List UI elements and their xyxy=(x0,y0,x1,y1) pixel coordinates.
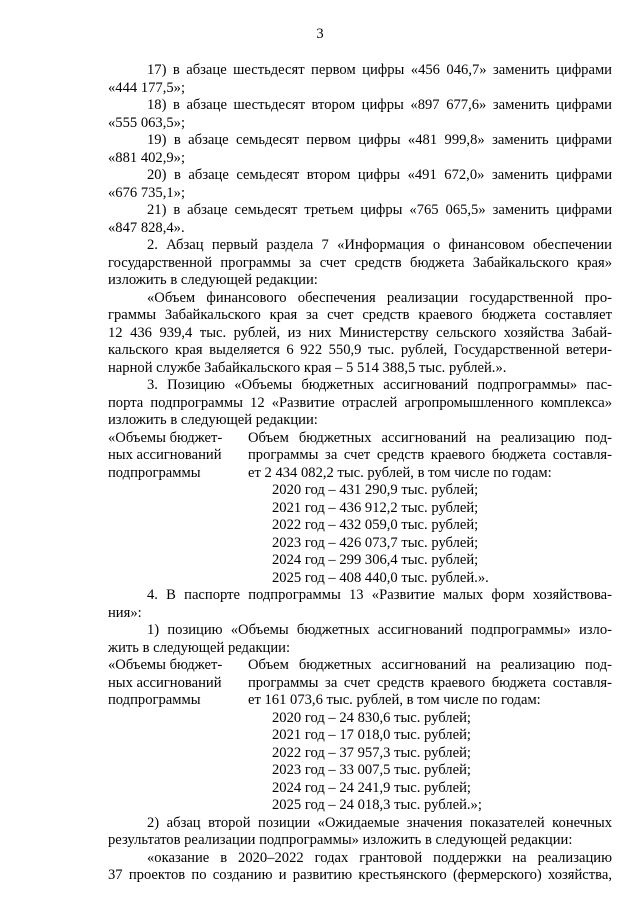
table-text-line: ет 2 434 082,2 тыс. рублей, в том числе по годам: xyxy=(248,465,552,481)
year-amount-line: 2025 год – 408 440,0 тыс. рублей.». xyxy=(272,570,489,586)
paragraph-line: нарной службе Забайкальского края – 5 514 388,5 тыс. рублей.». xyxy=(108,360,507,376)
paragraph-line: 37 проектов по созданию и развитию крестьянского (фермерского) хозяйства, xyxy=(108,867,612,883)
paragraph-line: «676 735,1»; xyxy=(108,185,186,201)
year-amount-line: 2022 год – 37 957,3 тыс. рублей; xyxy=(272,745,471,761)
paragraph-line: «Объем финансового обеспечения реализации государственной про- xyxy=(147,290,612,306)
paragraph-line: 18) в абзаце шестьдесят втором цифры «897 677,6» заменить цифрами xyxy=(147,97,612,113)
year-amount-line: 2020 год – 24 830,6 тыс. рублей; xyxy=(272,710,471,726)
paragraph-line: 1) позицию «Объемы бюджетных ассигнований подпрограммы» изло- xyxy=(147,622,612,638)
table-text-line: ет 161 073,6 тыс. рублей, в том числе по годам: xyxy=(248,692,541,708)
year-amount-line: 2023 год – 33 007,5 тыс. рублей; xyxy=(272,762,471,778)
table-text-line: программы за счет средств краевого бюджета составля- xyxy=(248,447,612,463)
paragraph-line: 3. Позицию «Объемы бюджетных ассигнований подпрограммы» пас- xyxy=(147,377,612,393)
paragraph-line: «881 402,9»; xyxy=(108,150,186,166)
year-amount-line: 2021 год – 436 912,2 тыс. рублей; xyxy=(272,500,479,516)
table-text-line: Объем бюджетных ассигнований на реализацию под- xyxy=(248,430,612,446)
year-amount-line: 2020 год – 431 290,9 тыс. рублей; xyxy=(272,482,479,498)
paragraph-line: 19) в абзаце семьдесят первом цифры «481 999,8» заменить цифрами xyxy=(147,132,612,148)
table-text-line: программы за счет средств краевого бюджета составля- xyxy=(248,675,612,691)
table-label-line: подпрограммы xyxy=(108,692,201,708)
paragraph-line: «847 828,4». xyxy=(108,220,185,236)
paragraph-line: кальского края выделяется 6 922 550,9 тыс. рублей, Государственной ветери- xyxy=(108,342,612,358)
table-text-line: Объем бюджетных ассигнований на реализацию под- xyxy=(248,657,612,673)
page-number: 3 xyxy=(316,26,324,42)
year-amount-line: 2024 год – 24 241,9 тыс. рублей; xyxy=(272,780,471,796)
paragraph-line: «оказание в 2020–2022 годах грантовой поддержки на реализацию xyxy=(147,850,612,866)
paragraph-line: «555 063,5»; xyxy=(108,115,186,131)
paragraph-line: 21) в абзаце семьдесят третьем цифры «765 065,5» заменить цифрами xyxy=(147,202,612,218)
paragraph-line: граммы Забайкальского края за счет средств краевого бюджета составляет xyxy=(108,307,612,323)
paragraph-line: «444 177,5»; xyxy=(108,80,186,96)
year-amount-line: 2023 год – 426 073,7 тыс. рублей; xyxy=(272,535,479,551)
year-amount-line: 2021 год – 17 018,0 тыс. рублей; xyxy=(272,727,471,743)
paragraph-line: изложить в следующей редакции: xyxy=(108,412,318,428)
table-label-line: ных ассигнований xyxy=(108,675,222,691)
paragraph-line: 17) в абзаце шестьдесят первом цифры «456 046,7» заменить цифрами xyxy=(147,62,612,78)
table-label-line: подпрограммы xyxy=(108,465,201,481)
paragraph-line: 2. Абзац первый раздела 7 «Информация о финансовом обеспечении xyxy=(147,237,612,253)
paragraph-line: 12 436 939,4 тыс. рублей, из них Министерству сельского хозяйства Забай- xyxy=(108,325,612,341)
table-label-line: ных ассигнований xyxy=(108,447,222,463)
paragraph-line: ния»: xyxy=(108,605,142,621)
paragraph-line: 2) абзац второй позиции «Ожидаемые значения показателей конечных xyxy=(147,815,612,831)
table-label-line: «Объемы бюджет- xyxy=(108,657,223,673)
year-amount-line: 2022 год – 432 059,0 тыс. рублей; xyxy=(272,517,479,533)
paragraph-line: 20) в абзаце семьдесят втором цифры «491 672,0» заменить цифрами xyxy=(147,167,612,183)
paragraph-line: 4. В паспорте подпрограммы 13 «Развитие малых форм хозяйствова- xyxy=(147,587,612,603)
paragraph-line: изложить в следующей редакции: xyxy=(108,272,318,288)
paragraph-line: результатов реализации подпрограммы» изложить в следующей редакции: xyxy=(108,832,573,848)
table-label-line: «Объемы бюджет- xyxy=(108,430,223,446)
year-amount-line: 2024 год – 299 306,4 тыс. рублей; xyxy=(272,552,479,568)
paragraph-line: жить в следующей редакции: xyxy=(108,640,291,656)
year-amount-line: 2025 год – 24 018,3 тыс. рублей.»; xyxy=(272,797,482,813)
paragraph-line: государственной программы за счет средств бюджета Забайкальского края» xyxy=(108,255,612,271)
paragraph-line: порта подпрограммы 12 «Развитие отраслей агропромышленного комплекса» xyxy=(108,395,612,411)
